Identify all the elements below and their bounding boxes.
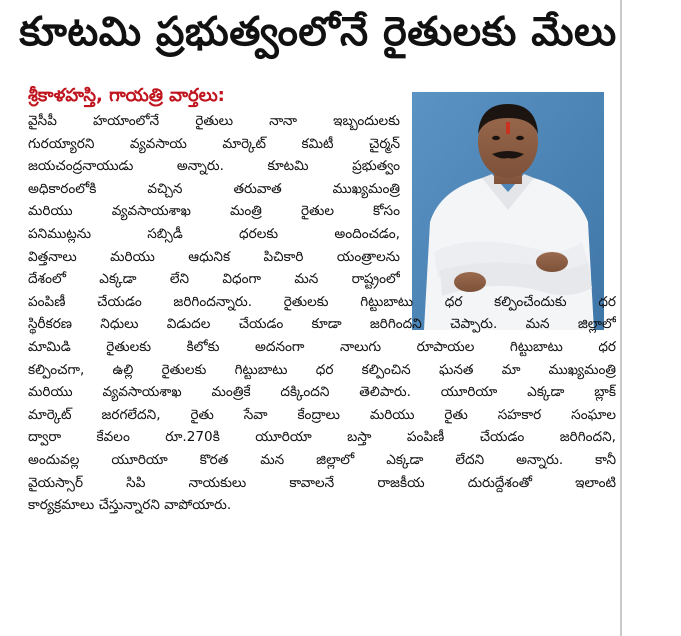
article-line: అందువల్ల యూరియా కొరత మన జిల్లాలో ఎక్కడా లేదని అన్నారు. కానీ <box>28 451 616 468</box>
headline: కూటమి ప్రభుత్వంలోనే రైతులకు మేలు <box>19 9 617 55</box>
article-line: పంపిణీ చేయడం జరిగిందన్నారు. రైతులకు గిట్టుబాటు ధర కల్పించేందుకు ధర <box>28 293 616 310</box>
article-body <box>28 110 616 517</box>
article-line: మరియు వ్యవసాయశాఖ మంత్రికే దక్కిందని తెలిపారు. యూరియా ఎక్కడా బ్లాక్ <box>28 384 616 401</box>
article-line: వైయస్సార్ సిపి నాయకులు కావాలనే రాజకీయ దురుద్దేశంతో ఇలాంటి <box>28 474 616 491</box>
article-line: విత్తనాలు మరియు ఆధునిక పిచికారి యంత్రాలను <box>28 248 400 265</box>
article-line: జయచంద్రనాయుడు అన్నారు. కూటమి ప్రభుత్వం <box>28 158 400 175</box>
article-line: స్థిరీకరణ నిధులు విడుదల చేయడం కూడా జరిగిందని చెప్పారు. మన జిల్లాలో <box>28 316 616 333</box>
article-line: వైసీపీ హయాంలోనే రైతులు నానా ఇబ్బందులకు <box>28 113 400 129</box>
article-line: గురయ్యారని వ్యవసాయ మార్కెట్ కమిటీ చైర్మన్ <box>28 135 400 152</box>
article-line: మరియు వ్యవసాయశాఖ మంత్రి రైతుల కోసం <box>28 203 400 220</box>
dateline: శ్రీకాళహస్తి, గాయత్రి వార్తలు: <box>28 85 225 106</box>
article-line: అధికారంలోకి వచ్చిన తరువాత ముఖ్యమంత్రి <box>28 180 400 197</box>
article-line: పనిముట్లను సబ్సిడీ ధరలకు అందించడం, <box>28 225 400 242</box>
article-line: ద్వారా కేవలం రూ.270కి యూరియా బస్తా పంపిణీ చేయడం జరిగిందని, <box>28 429 616 446</box>
article-line: దేశంలో ఎక్కడా లేని విధంగా మన రాష్ట్రంలో <box>28 271 400 288</box>
article-line: మార్కెట్ జరగలేదని, రైతు సేవా కేంద్రాలు మరియు రైతు సహకార సంఘాల <box>28 406 616 423</box>
article-line: కల్పించగా, ఉల్లి రైతులకు గిట్టుబాటు ధర కల్పించిన ఘనత మా ముఖ్యమంత్రి <box>28 361 616 378</box>
article-line: కార్యక్రమాలు చేస్తున్నారని వాపోయారు. <box>28 497 232 514</box>
column-divider <box>620 0 622 636</box>
article-line: మామిడి రైతులకు కిలోకు అదనంగా నాలుగు రూపాయల గిట్టుబాటు ధర <box>28 338 616 355</box>
